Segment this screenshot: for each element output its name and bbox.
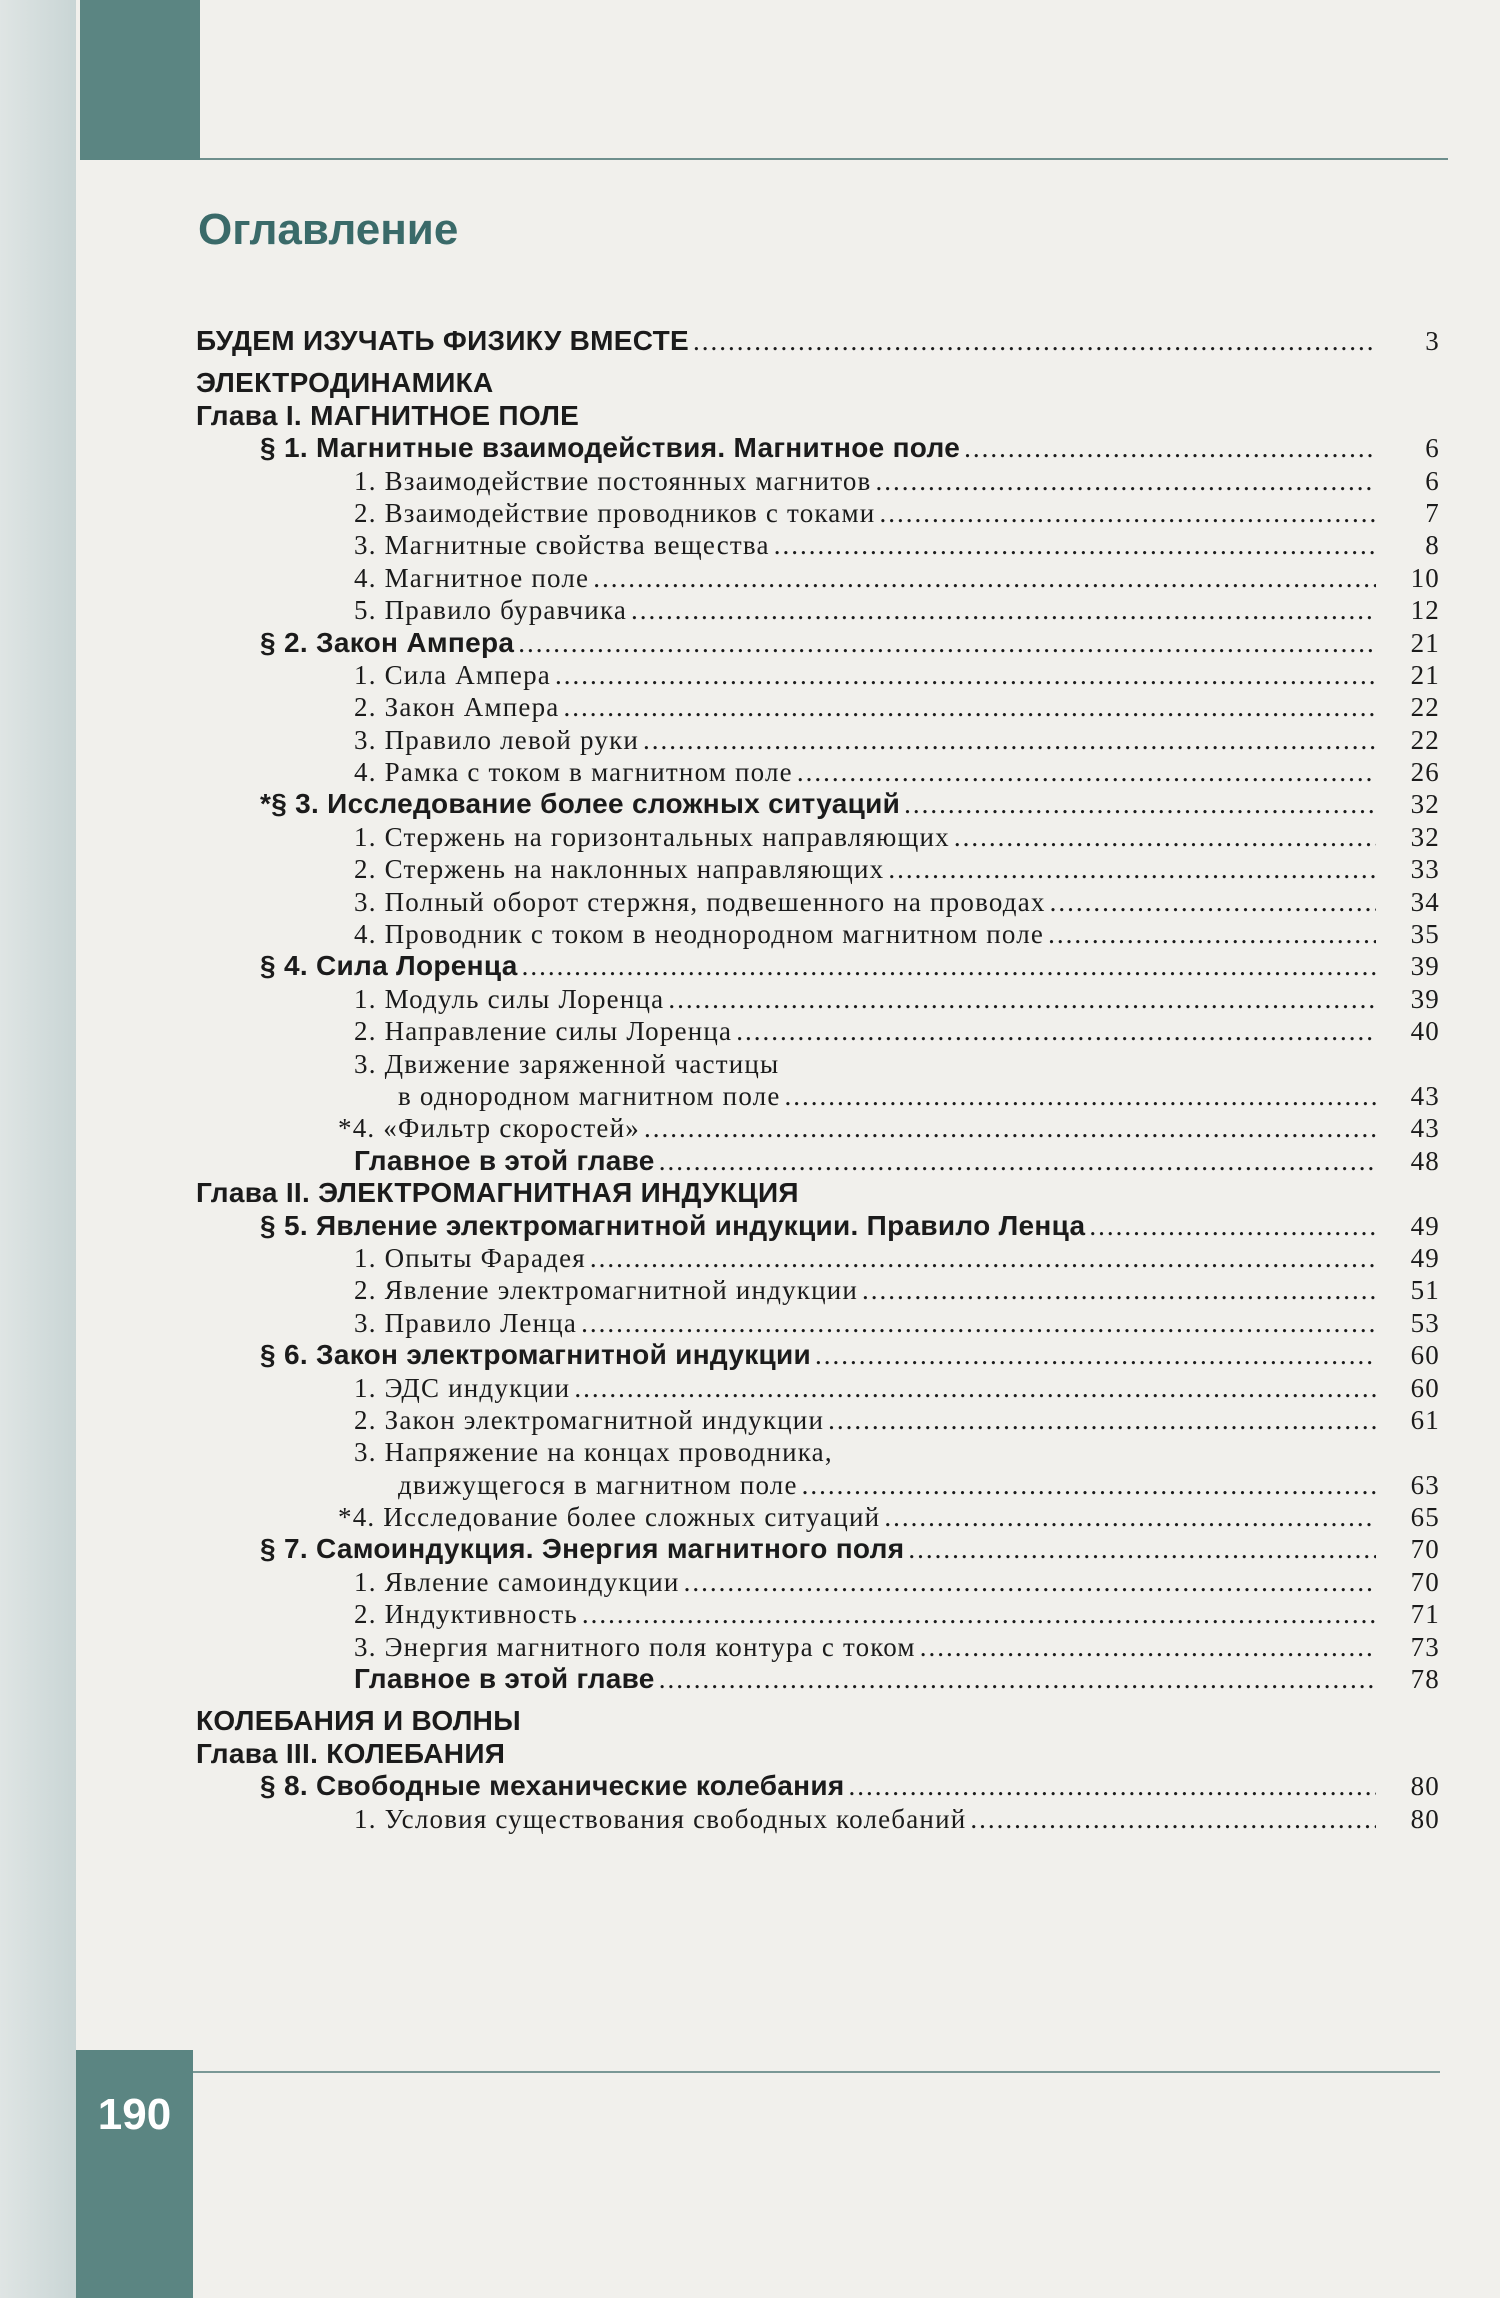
toc-leader-dots bbox=[522, 950, 1376, 982]
toc-entry-page: 21 bbox=[1410, 659, 1440, 690]
toc-leader-dots bbox=[802, 1469, 1376, 1501]
toc-entry-title: 2. Индуктивность bbox=[354, 1599, 578, 1630]
toc-entry bbox=[196, 950, 1440, 982]
toc-entry-title: Главное в этой главе bbox=[354, 1144, 655, 1176]
toc-entry-title: 1. Модуль силы Лоренца bbox=[354, 983, 665, 1014]
toc-leader-dots bbox=[563, 691, 1376, 723]
toc-entry-title: 2. Взаимодействие проводников с токами bbox=[354, 497, 876, 528]
toc-entry bbox=[196, 529, 1440, 561]
toc-leader-dots bbox=[785, 1080, 1376, 1112]
toc-entry-page: 12 bbox=[1410, 595, 1440, 626]
toc-entry-title: 2. Стержень на наклонных направляющих bbox=[354, 854, 885, 885]
toc-entry-page: 32 bbox=[1410, 821, 1440, 852]
toc-entry-title: 3. Движение заряженной частицы bbox=[354, 1048, 780, 1079]
toc-entry bbox=[196, 1210, 1440, 1242]
toc-leader-dots bbox=[684, 1566, 1376, 1598]
toc-entry bbox=[196, 594, 1440, 626]
toc-entry-title: ЭЛЕКТРОДИНАМИКА bbox=[196, 367, 494, 399]
toc-entry-title: 3. Правило Ленца bbox=[354, 1307, 578, 1338]
toc-entry bbox=[196, 1015, 1440, 1047]
toc-entry-page: 39 bbox=[1410, 983, 1440, 1014]
toc-entry bbox=[196, 1339, 1440, 1371]
toc-entry-page: 73 bbox=[1410, 1631, 1440, 1662]
toc-entry-title: Глава II. ЭЛЕКТРОМАГНИТНАЯ ИНДУКЦИЯ bbox=[196, 1177, 799, 1209]
toc-leader-dots bbox=[659, 1145, 1376, 1177]
toc-entry-title: § 7. Самоиндукция. Энергия магнитного поля bbox=[260, 1533, 905, 1565]
toc-entry-title: 1. ЭДС индукции bbox=[354, 1372, 571, 1403]
toc-entry-page: 53 bbox=[1410, 1307, 1440, 1338]
toc-entry-title: § 6. Закон электромагнитной индукции bbox=[260, 1339, 812, 1371]
toc-entry-page: 49 bbox=[1410, 1210, 1440, 1241]
toc-entry-title: 4. Рамка с током в магнитном поле bbox=[354, 757, 793, 788]
toc-entry-page: 39 bbox=[1410, 951, 1440, 982]
toc-entry bbox=[196, 1112, 1440, 1144]
toc-entry-title: § 2. Закон Ампера bbox=[260, 626, 515, 658]
toc-leader-dots bbox=[518, 627, 1376, 659]
toc-entry-title: 1. Опыты Фарадея bbox=[354, 1242, 586, 1273]
toc-leader-dots bbox=[659, 1663, 1376, 1695]
toc-entry-page: 6 bbox=[1425, 465, 1440, 496]
toc-entry-page: 26 bbox=[1410, 757, 1440, 788]
toc-entry-page: 80 bbox=[1410, 1771, 1440, 1802]
toc-entry bbox=[196, 1048, 1440, 1080]
header-color-block bbox=[80, 0, 200, 160]
toc-entry bbox=[196, 1566, 1440, 1598]
toc-leader-dots bbox=[815, 1339, 1376, 1371]
toc-entry bbox=[196, 497, 1440, 529]
toc-entry-title: Глава I. МАГНИТНОЕ ПОЛЕ bbox=[196, 399, 580, 431]
toc-entry-page: 49 bbox=[1410, 1242, 1440, 1273]
toc-entry bbox=[196, 724, 1440, 756]
page-title: Оглавление bbox=[198, 205, 459, 254]
toc-entry-title: в однородном магнитном поле bbox=[398, 1080, 781, 1111]
toc-entry-title: Глава III. КОЛЕБАНИЯ bbox=[196, 1737, 506, 1769]
toc-entry-page: 80 bbox=[1410, 1803, 1440, 1834]
toc-entry-page: 61 bbox=[1410, 1404, 1440, 1435]
toc-entry bbox=[196, 627, 1440, 659]
toc-entry-page: 32 bbox=[1410, 789, 1440, 820]
toc-entry-page: 78 bbox=[1410, 1664, 1440, 1695]
toc-entry bbox=[196, 1372, 1440, 1404]
toc-leader-dots bbox=[904, 788, 1376, 820]
toc-entry bbox=[196, 659, 1440, 691]
toc-leader-dots bbox=[555, 659, 1376, 691]
toc-entry bbox=[196, 562, 1440, 594]
toc-leader-dots bbox=[736, 1015, 1376, 1047]
toc-entry-title: БУДЕМ ИЗУЧАТЬ ФИЗИКУ ВМЕСТЕ bbox=[196, 325, 689, 356]
footer-rule bbox=[188, 2071, 1440, 2073]
toc-entry-page: 60 bbox=[1410, 1340, 1440, 1371]
toc-leader-dots bbox=[582, 1598, 1376, 1630]
toc-leader-dots bbox=[828, 1404, 1376, 1436]
toc-entry-title: 2. Явление электромагнитной индукции bbox=[354, 1275, 859, 1306]
toc-entry-title: 3. Правило левой руки bbox=[354, 724, 640, 755]
toc-entry bbox=[196, 1738, 1440, 1770]
table-of-contents bbox=[196, 325, 1440, 1835]
toc-leader-dots bbox=[643, 724, 1376, 756]
toc-entry-page: 43 bbox=[1410, 1080, 1440, 1111]
toc-entry-title: 2. Закон Ампера bbox=[354, 692, 560, 723]
toc-entry-title: *4. «Фильтр скоростей» bbox=[338, 1113, 640, 1144]
toc-entry-page: 71 bbox=[1410, 1599, 1440, 1630]
toc-entry-page: 10 bbox=[1410, 562, 1440, 593]
toc-entry bbox=[196, 1663, 1440, 1695]
toc-entry bbox=[196, 325, 1440, 357]
toc-leader-dots bbox=[964, 432, 1376, 464]
toc-entry-title: 1. Сила Ампера bbox=[354, 659, 551, 690]
toc-entry-page: 7 bbox=[1425, 497, 1440, 528]
toc-leader-dots bbox=[581, 1307, 1376, 1339]
toc-entry-title: движущегося в магнитном поле bbox=[398, 1469, 798, 1500]
toc-leader-dots bbox=[1048, 918, 1376, 950]
page-number: 190 bbox=[97, 2090, 172, 2139]
toc-leader-dots bbox=[862, 1274, 1376, 1306]
toc-entry bbox=[196, 1631, 1440, 1663]
toc-leader-dots bbox=[574, 1372, 1376, 1404]
toc-entry-page: 48 bbox=[1410, 1145, 1440, 1176]
toc-entry-title: 1. Явление самоиндукции bbox=[354, 1566, 680, 1597]
header-rule bbox=[200, 158, 1448, 160]
toc-entry bbox=[196, 465, 1440, 497]
toc-leader-dots bbox=[970, 1803, 1376, 1835]
toc-entry bbox=[196, 400, 1440, 432]
toc-entry-page: 70 bbox=[1410, 1534, 1440, 1565]
toc-entry bbox=[196, 1469, 1440, 1501]
toc-entry-title: § 5. Явление электромагнитной индукции. Правило Ленца bbox=[260, 1209, 1086, 1241]
toc-entry-page: 35 bbox=[1410, 919, 1440, 950]
toc-entry-page: 33 bbox=[1410, 854, 1440, 885]
toc-leader-dots bbox=[693, 325, 1376, 357]
toc-entry-page: 60 bbox=[1410, 1372, 1440, 1403]
toc-entry bbox=[196, 432, 1440, 464]
toc-entry-title: 3. Энергия магнитного поля контура с током bbox=[354, 1631, 916, 1662]
toc-entry-title: § 8. Свободные механические колебания bbox=[260, 1770, 845, 1802]
left-margin-strip bbox=[0, 0, 76, 2298]
page-number-block bbox=[76, 2050, 193, 2298]
toc-entry-page: 3 bbox=[1425, 326, 1440, 356]
toc-leader-dots bbox=[668, 983, 1376, 1015]
toc-leader-dots bbox=[1050, 886, 1376, 918]
toc-entry bbox=[196, 367, 1440, 399]
toc-entry-title: 3. Напряжение на концах проводника, bbox=[354, 1437, 833, 1468]
toc-entry-title: Главное в этой главе bbox=[354, 1663, 655, 1695]
toc-leader-dots bbox=[879, 497, 1376, 529]
toc-entry-page: 8 bbox=[1425, 530, 1440, 561]
toc-entry bbox=[196, 1770, 1440, 1802]
toc-leader-dots bbox=[797, 756, 1376, 788]
toc-entry-title: 2. Закон электромагнитной индукции bbox=[354, 1404, 825, 1435]
toc-entry bbox=[196, 853, 1440, 885]
toc-entry-page: 21 bbox=[1410, 627, 1440, 658]
toc-leader-dots bbox=[876, 465, 1377, 497]
toc-entry bbox=[196, 1080, 1440, 1112]
toc-entry-title: 3. Магнитные свойства вещества bbox=[354, 530, 770, 561]
toc-entry-title: *§ 3. Исследование более сложных ситуаций bbox=[260, 788, 901, 820]
toc-entry bbox=[196, 756, 1440, 788]
toc-entry bbox=[196, 1274, 1440, 1306]
toc-entry bbox=[196, 788, 1440, 820]
toc-leader-dots bbox=[920, 1631, 1376, 1663]
toc-leader-dots bbox=[631, 594, 1376, 626]
toc-leader-dots bbox=[849, 1770, 1376, 1802]
toc-entry-title: 5. Правило буравчика bbox=[354, 595, 628, 626]
toc-entry-page: 6 bbox=[1425, 433, 1440, 464]
toc-entry-title: 1. Условия существования свободных колебаний bbox=[354, 1803, 967, 1834]
toc-entry bbox=[196, 1145, 1440, 1177]
toc-entry bbox=[196, 1404, 1440, 1436]
toc-entry-page: 34 bbox=[1410, 886, 1440, 917]
toc-entry bbox=[196, 1598, 1440, 1630]
toc-entry bbox=[196, 1177, 1440, 1209]
toc-entry bbox=[196, 983, 1440, 1015]
toc-entry bbox=[196, 918, 1440, 950]
toc-entry bbox=[196, 1501, 1440, 1533]
toc-entry bbox=[196, 1533, 1440, 1565]
toc-entry bbox=[196, 886, 1440, 918]
toc-entry-title: 1. Взаимодействие постоянных магнитов bbox=[354, 465, 872, 496]
toc-entry-title: КОЛЕБАНИЯ И ВОЛНЫ bbox=[196, 1705, 521, 1737]
toc-entry-page: 22 bbox=[1410, 724, 1440, 755]
toc-entry-page: 63 bbox=[1410, 1469, 1440, 1500]
toc-entry-title: 3. Полный оборот стержня, подвешенного на проводах bbox=[354, 886, 1046, 917]
toc-entry-page: 65 bbox=[1410, 1502, 1440, 1533]
toc-entry-page: 70 bbox=[1410, 1566, 1440, 1597]
toc-leader-dots bbox=[884, 1501, 1376, 1533]
toc-leader-dots bbox=[1089, 1210, 1376, 1242]
toc-leader-dots bbox=[908, 1533, 1376, 1565]
toc-leader-dots bbox=[888, 853, 1376, 885]
toc-entry-title: 1. Стержень на горизонтальных направляющих bbox=[354, 821, 950, 852]
toc-entry bbox=[196, 1307, 1440, 1339]
toc-entry-page: 40 bbox=[1410, 1016, 1440, 1047]
toc-entry bbox=[196, 1803, 1440, 1835]
toc-entry bbox=[196, 1705, 1440, 1737]
toc-entry-title: § 4. Сила Лоренца bbox=[260, 950, 518, 982]
toc-leader-dots bbox=[644, 1112, 1376, 1144]
toc-entry bbox=[196, 1436, 1440, 1468]
toc-leader-dots bbox=[590, 1242, 1376, 1274]
toc-entry-page: 22 bbox=[1410, 692, 1440, 723]
toc-leader-dots bbox=[954, 821, 1376, 853]
toc-leader-dots bbox=[774, 529, 1376, 561]
toc-entry-title: 4. Проводник с током в неоднородном магнитном поле bbox=[354, 919, 1045, 950]
toc-entry-title: § 1. Магнитные взаимодействия. Магнитное поле bbox=[260, 432, 961, 464]
toc-entry-title: 4. Магнитное поле bbox=[354, 562, 590, 593]
toc-entry-title: 2. Направление силы Лоренца bbox=[354, 1016, 733, 1047]
toc-entry bbox=[196, 821, 1440, 853]
toc-entry-title: *4. Исследование более сложных ситуаций bbox=[338, 1502, 881, 1533]
toc-leader-dots bbox=[593, 562, 1376, 594]
toc-entry-page: 51 bbox=[1410, 1275, 1440, 1306]
toc-entry bbox=[196, 691, 1440, 723]
toc-entry-page: 43 bbox=[1410, 1113, 1440, 1144]
toc-entry bbox=[196, 1242, 1440, 1274]
